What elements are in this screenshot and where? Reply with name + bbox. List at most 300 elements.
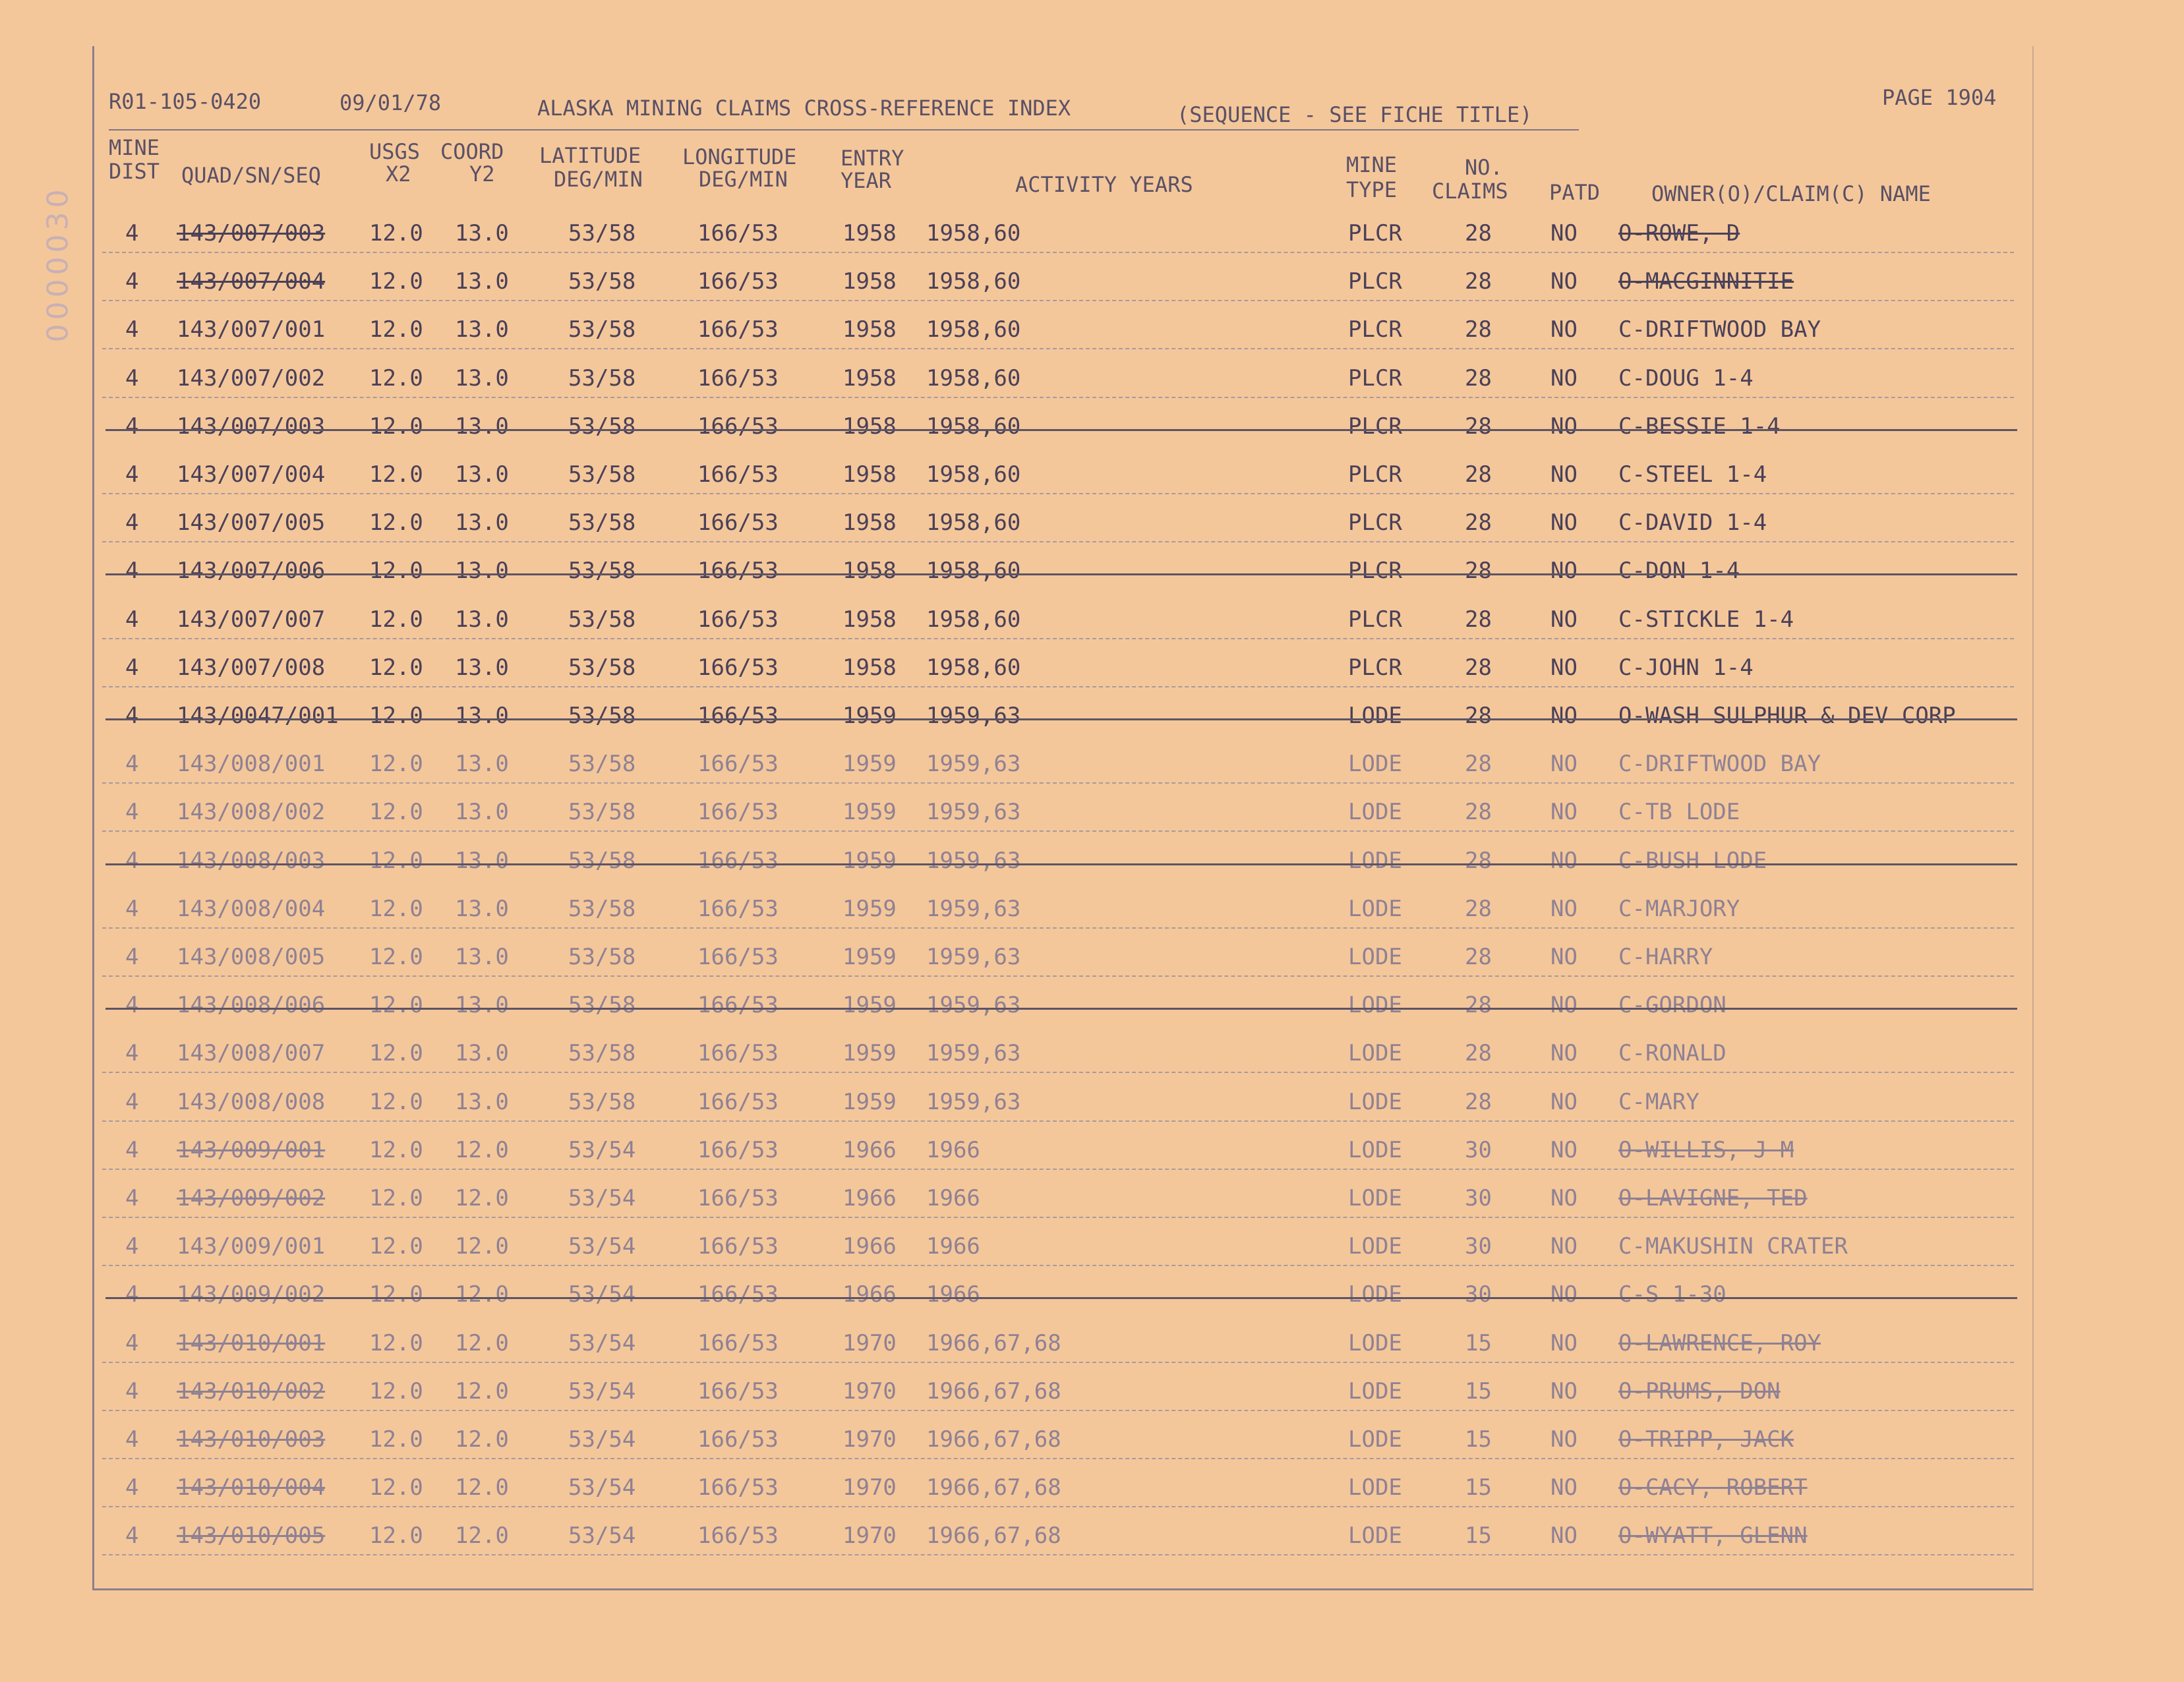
row-divider <box>102 1410 2014 1411</box>
patented: NO <box>1550 944 1578 970</box>
col-x2: X2 <box>386 161 411 187</box>
mining-district: 4 <box>125 1233 139 1260</box>
claim-count: 30 <box>1465 1137 1492 1163</box>
usgs-y2: 12.0 <box>455 1426 509 1453</box>
usgs-y2: 13.0 <box>455 220 509 246</box>
entry-year: 1958 <box>842 606 897 633</box>
table-row <box>0 403 2184 450</box>
activity-years: 1966,67,68 <box>926 1378 1061 1405</box>
patented: NO <box>1550 558 1578 584</box>
table-row <box>0 1078 2184 1126</box>
row-divider <box>102 927 2014 929</box>
mine-type: LODE <box>1348 751 1402 777</box>
activity-years: 1966 <box>926 1233 980 1260</box>
quad-sn-seq: 143/009/002 <box>177 1185 326 1211</box>
mining-district: 4 <box>125 896 139 922</box>
report-id: R01-105-0420 <box>109 89 262 114</box>
entry-year: 1970 <box>842 1330 897 1356</box>
longitude: 166/53 <box>697 1233 779 1260</box>
latitude: 53/58 <box>568 268 636 295</box>
latitude: 53/58 <box>568 799 636 825</box>
mine-type: LODE <box>1348 992 1402 1018</box>
usgs-x2: 12.0 <box>369 1233 423 1260</box>
quad-sn-seq: 143/008/002 <box>177 799 326 825</box>
col-claims: CLAIMS <box>1432 179 1508 204</box>
usgs-x2: 12.0 <box>369 751 423 777</box>
quad-sn-seq: 143/007/003 <box>177 220 326 246</box>
owner-claim-name: O-WASH SULPHUR & DEV CORP <box>1618 703 1956 729</box>
row-divider <box>102 686 2014 687</box>
col-mine-type-1: MINE <box>1346 152 1398 177</box>
mine-type: LODE <box>1348 848 1402 874</box>
owner-claim-name: O-ROWE, D <box>1618 220 1740 246</box>
mine-type: PLCR <box>1348 220 1402 246</box>
table-row <box>0 451 2184 498</box>
entry-year: 1959 <box>842 703 897 729</box>
table-row <box>0 1320 2184 1367</box>
patented: NO <box>1550 1378 1578 1405</box>
entry-year: 1958 <box>842 365 897 392</box>
mine-type: PLCR <box>1348 509 1402 536</box>
table-row <box>0 306 2184 353</box>
usgs-y2: 12.0 <box>455 1137 509 1163</box>
entry-year: 1958 <box>842 220 897 246</box>
entry-year: 1958 <box>842 509 897 536</box>
owner-claim-name: O-TRIPP, JACK <box>1618 1426 1794 1453</box>
col-activity: ACTIVITY YEARS <box>1015 172 1193 197</box>
claim-count: 15 <box>1465 1426 1492 1453</box>
col-lat-unit: DEG/MIN <box>554 167 643 192</box>
claim-count: 28 <box>1465 848 1492 874</box>
latitude: 53/58 <box>568 654 636 681</box>
longitude: 166/53 <box>697 703 779 729</box>
activity-years: 1959,63 <box>926 992 1021 1018</box>
row-divider <box>102 638 2014 639</box>
stamp-text: 0000030 <box>41 185 75 342</box>
longitude: 166/53 <box>697 461 779 488</box>
entry-year: 1959 <box>842 896 897 922</box>
claim-count: 28 <box>1465 461 1492 488</box>
row-divider <box>102 1217 2014 1218</box>
mining-district: 4 <box>125 1089 139 1115</box>
usgs-x2: 12.0 <box>369 848 423 874</box>
mine-type: LODE <box>1348 1040 1402 1066</box>
owner-claim-name: C-DOUG 1-4 <box>1618 365 1754 392</box>
owner-claim-name: C-STICKLE 1-4 <box>1618 606 1794 633</box>
activity-years: 1959,63 <box>926 848 1021 874</box>
row-divider <box>102 397 2014 398</box>
claim-count: 28 <box>1465 1040 1492 1066</box>
activity-years: 1958,60 <box>926 268 1021 295</box>
activity-years: 1958,60 <box>926 558 1021 584</box>
activity-years: 1958,60 <box>926 316 1021 343</box>
col-usgs: USGS <box>369 139 421 164</box>
mining-district: 4 <box>125 654 139 681</box>
activity-years: 1966,67,68 <box>926 1474 1061 1501</box>
col-coord: COORD <box>440 139 504 164</box>
mine-type: PLCR <box>1348 365 1402 392</box>
row-divider <box>102 1169 2014 1170</box>
row-divider <box>102 348 2014 349</box>
longitude: 166/53 <box>697 509 779 536</box>
table-row <box>0 1368 2184 1415</box>
usgs-x2: 12.0 <box>369 944 423 970</box>
row-divider <box>102 252 2014 253</box>
table-row <box>0 933 2184 981</box>
usgs-x2: 12.0 <box>369 268 423 295</box>
activity-years: 1966 <box>926 1281 980 1308</box>
usgs-y2: 12.0 <box>455 1233 509 1260</box>
quad-sn-seq: 143/008/003 <box>177 848 326 874</box>
patented: NO <box>1550 992 1578 1018</box>
latitude: 53/54 <box>568 1474 636 1501</box>
owner-claim-name: C-MARY <box>1618 1089 1699 1115</box>
row-divider <box>102 1265 2014 1266</box>
col-mine: MINE <box>109 135 160 160</box>
claim-count: 30 <box>1465 1185 1492 1211</box>
latitude: 53/58 <box>568 365 636 392</box>
mining-district: 4 <box>125 992 139 1018</box>
latitude: 53/58 <box>568 413 636 440</box>
claim-count: 28 <box>1465 751 1492 777</box>
longitude: 166/53 <box>697 992 779 1018</box>
mine-type: LODE <box>1348 1522 1402 1549</box>
entry-year: 1959 <box>842 944 897 970</box>
entry-year: 1958 <box>842 558 897 584</box>
entry-year: 1959 <box>842 799 897 825</box>
usgs-x2: 12.0 <box>369 220 423 246</box>
usgs-x2: 12.0 <box>369 896 423 922</box>
patented: NO <box>1550 606 1578 633</box>
usgs-x2: 12.0 <box>369 703 423 729</box>
claim-count: 15 <box>1465 1474 1492 1501</box>
mine-type: LODE <box>1348 1137 1402 1163</box>
mining-district: 4 <box>125 365 139 392</box>
usgs-y2: 13.0 <box>455 751 509 777</box>
entry-year: 1966 <box>842 1185 897 1211</box>
activity-years: 1966 <box>926 1137 980 1163</box>
usgs-y2: 12.0 <box>455 1522 509 1549</box>
usgs-y2: 12.0 <box>455 1378 509 1405</box>
claim-count: 30 <box>1465 1233 1492 1260</box>
entry-year: 1970 <box>842 1426 897 1453</box>
strike-through-line <box>105 429 2017 431</box>
longitude: 166/53 <box>697 268 779 295</box>
owner-claim-name: C-DAVID 1-4 <box>1618 509 1767 536</box>
patented: NO <box>1550 268 1578 295</box>
owner-claim-name: O-WYATT, GLENN <box>1618 1522 1808 1549</box>
usgs-x2: 12.0 <box>369 1089 423 1115</box>
mine-type: PLCR <box>1348 654 1402 681</box>
owner-claim-name: C-S 1-30 <box>1618 1281 1727 1308</box>
usgs-y2: 13.0 <box>455 316 509 343</box>
entry-year: 1959 <box>842 751 897 777</box>
patented: NO <box>1550 509 1578 536</box>
quad-sn-seq: 143/007/004 <box>177 268 326 295</box>
mining-district: 4 <box>125 848 139 874</box>
owner-claim-name: C-DON 1-4 <box>1618 558 1740 584</box>
longitude: 166/53 <box>697 413 779 440</box>
strike-through-line <box>105 1008 2017 1010</box>
quad-sn-seq: 143/009/001 <box>177 1233 326 1260</box>
latitude: 53/54 <box>568 1185 636 1211</box>
mining-district: 4 <box>125 509 139 536</box>
usgs-y2: 13.0 <box>455 413 509 440</box>
entry-year: 1970 <box>842 1378 897 1405</box>
col-year: YEAR <box>841 168 892 193</box>
claim-count: 28 <box>1465 268 1492 295</box>
quad-sn-seq: 143/007/004 <box>177 461 326 488</box>
longitude: 166/53 <box>697 1474 779 1501</box>
usgs-y2: 12.0 <box>455 1474 509 1501</box>
table-row <box>0 1126 2184 1174</box>
mine-type: LODE <box>1348 1233 1402 1260</box>
report-date: 09/01/78 <box>339 90 442 115</box>
strike-through-line <box>105 573 2017 575</box>
table-row <box>0 1223 2184 1270</box>
mine-type: LODE <box>1348 799 1402 825</box>
quad-sn-seq: 143/0047/001 <box>177 703 339 729</box>
entry-year: 1958 <box>842 413 897 440</box>
col-longitude: LONGITUDE <box>682 144 797 169</box>
mining-district: 4 <box>125 1330 139 1356</box>
entry-year: 1966 <box>842 1137 897 1163</box>
col-y2: Y2 <box>469 161 495 187</box>
claim-count: 15 <box>1465 1522 1492 1549</box>
entry-year: 1958 <box>842 268 897 295</box>
owner-claim-name: C-BUSH LODE <box>1618 848 1767 874</box>
longitude: 166/53 <box>697 848 779 874</box>
latitude: 53/58 <box>568 1040 636 1066</box>
patented: NO <box>1550 896 1578 922</box>
entry-year: 1958 <box>842 461 897 488</box>
page-number: PAGE 1904 <box>1882 85 1997 110</box>
col-entry: ENTRY <box>841 146 904 171</box>
activity-years: 1958,60 <box>926 365 1021 392</box>
col-dist: DIST <box>109 159 160 184</box>
activity-years: 1959,63 <box>926 944 1021 970</box>
latitude: 53/58 <box>568 1089 636 1115</box>
activity-years: 1958,60 <box>926 606 1021 633</box>
usgs-y2: 13.0 <box>455 365 509 392</box>
patented: NO <box>1550 1233 1578 1260</box>
quad-sn-seq: 143/008/005 <box>177 944 326 970</box>
activity-years: 1959,63 <box>926 751 1021 777</box>
claim-count: 28 <box>1465 220 1492 246</box>
activity-years: 1958,60 <box>926 509 1021 536</box>
mining-district: 4 <box>125 1522 139 1549</box>
latitude: 53/54 <box>568 1378 636 1405</box>
owner-claim-name: C-DRIFTWOOD BAY <box>1618 751 1821 777</box>
activity-years: 1966 <box>926 1185 980 1211</box>
owner-claim-name: C-TB LODE <box>1618 799 1740 825</box>
col-lon-unit: DEG/MIN <box>699 167 788 192</box>
activity-years: 1959,63 <box>926 703 1021 729</box>
activity-years: 1966,67,68 <box>926 1330 1061 1356</box>
quad-sn-seq: 143/010/001 <box>177 1330 326 1356</box>
report-title: ALASKA MINING CLAIMS CROSS-REFERENCE INDEX <box>537 96 1071 121</box>
report-sequence: (SEQUENCE - SEE FICHE TITLE) <box>1177 102 1533 127</box>
claim-count: 28 <box>1465 703 1492 729</box>
mining-district: 4 <box>125 703 139 729</box>
table-row <box>0 692 2184 740</box>
usgs-x2: 12.0 <box>369 654 423 681</box>
claim-count: 28 <box>1465 944 1492 970</box>
usgs-x2: 12.0 <box>369 1474 423 1501</box>
usgs-x2: 12.0 <box>369 509 423 536</box>
claim-count: 28 <box>1465 1089 1492 1115</box>
table-row <box>0 355 2184 402</box>
activity-years: 1958,60 <box>926 220 1021 246</box>
quad-sn-seq: 143/008/004 <box>177 896 326 922</box>
table-row <box>0 1512 2184 1559</box>
mine-type: LODE <box>1348 1281 1402 1308</box>
quad-sn-seq: 143/007/006 <box>177 558 326 584</box>
claim-count: 28 <box>1465 365 1492 392</box>
table-row <box>0 1416 2184 1463</box>
owner-claim-name: C-MAKUSHIN CRATER <box>1618 1233 1848 1260</box>
patented: NO <box>1550 413 1578 440</box>
patented: NO <box>1550 1089 1578 1115</box>
row-divider <box>102 1362 2014 1363</box>
longitude: 166/53 <box>697 654 779 681</box>
usgs-y2: 13.0 <box>455 992 509 1018</box>
owner-claim-name: O-WILLIS, J M <box>1618 1137 1794 1163</box>
latitude: 53/54 <box>568 1137 636 1163</box>
usgs-x2: 12.0 <box>369 992 423 1018</box>
quad-sn-seq: 143/007/002 <box>177 365 326 392</box>
latitude: 53/54 <box>568 1330 636 1356</box>
col-owner: OWNER(O)/CLAIM(C) NAME <box>1651 181 1931 206</box>
latitude: 53/58 <box>568 509 636 536</box>
quad-sn-seq: 143/008/007 <box>177 1040 326 1066</box>
usgs-y2: 13.0 <box>455 944 509 970</box>
quad-sn-seq: 143/010/005 <box>177 1522 326 1549</box>
mine-type: LODE <box>1348 1330 1402 1356</box>
patented: NO <box>1550 1474 1578 1501</box>
longitude: 166/53 <box>697 1281 779 1308</box>
usgs-y2: 13.0 <box>455 606 509 633</box>
patented: NO <box>1550 1281 1578 1308</box>
owner-claim-name: C-RONALD <box>1618 1040 1727 1066</box>
mining-district: 4 <box>125 1040 139 1066</box>
mine-type: LODE <box>1348 1089 1402 1115</box>
activity-years: 1966,67,68 <box>926 1522 1061 1549</box>
owner-claim-name: C-DRIFTWOOD BAY <box>1618 316 1821 343</box>
longitude: 166/53 <box>697 316 779 343</box>
claim-count: 28 <box>1465 992 1492 1018</box>
longitude: 166/53 <box>697 220 779 246</box>
mine-type: LODE <box>1348 1378 1402 1405</box>
patented: NO <box>1550 751 1578 777</box>
activity-years: 1959,63 <box>926 1040 1021 1066</box>
quad-sn-seq: 143/007/005 <box>177 509 326 536</box>
mine-type: LODE <box>1348 896 1402 922</box>
latitude: 53/58 <box>568 896 636 922</box>
longitude: 166/53 <box>697 1522 779 1549</box>
latitude: 53/58 <box>568 751 636 777</box>
owner-claim-name: C-HARRY <box>1618 944 1713 970</box>
usgs-x2: 12.0 <box>369 1137 423 1163</box>
usgs-y2: 13.0 <box>455 1089 509 1115</box>
longitude: 166/53 <box>697 1185 779 1211</box>
quad-sn-seq: 143/010/004 <box>177 1474 326 1501</box>
patented: NO <box>1550 316 1578 343</box>
row-divider <box>102 1072 2014 1073</box>
mine-type: PLCR <box>1348 606 1402 633</box>
usgs-x2: 12.0 <box>369 1426 423 1453</box>
mining-district: 4 <box>125 413 139 440</box>
usgs-y2: 13.0 <box>455 848 509 874</box>
activity-years: 1959,63 <box>926 799 1021 825</box>
usgs-x2: 12.0 <box>369 799 423 825</box>
owner-claim-name: C-JOHN 1-4 <box>1618 654 1754 681</box>
row-divider <box>102 1458 2014 1459</box>
entry-year: 1966 <box>842 1233 897 1260</box>
row-divider <box>102 830 2014 832</box>
usgs-y2: 13.0 <box>455 799 509 825</box>
col-patd: PATD <box>1549 180 1601 205</box>
mining-district: 4 <box>125 558 139 584</box>
owner-claim-name: O-LAVIGNE, TED <box>1618 1185 1808 1211</box>
table-row <box>0 1464 2184 1511</box>
usgs-x2: 12.0 <box>369 1040 423 1066</box>
usgs-x2: 12.0 <box>369 413 423 440</box>
patented: NO <box>1550 1137 1578 1163</box>
col-latitude: LATITUDE <box>539 143 641 168</box>
usgs-x2: 12.0 <box>369 461 423 488</box>
mining-district: 4 <box>125 1474 139 1501</box>
usgs-y2: 13.0 <box>455 509 509 536</box>
patented: NO <box>1550 461 1578 488</box>
activity-years: 1959,63 <box>926 1089 1021 1115</box>
title-underline <box>109 129 1579 130</box>
mining-district: 4 <box>125 799 139 825</box>
col-no: NO. <box>1465 155 1503 180</box>
table-row <box>0 788 2184 836</box>
quad-sn-seq: 143/008/006 <box>177 992 326 1018</box>
row-divider <box>102 975 2014 977</box>
usgs-y2: 13.0 <box>455 268 509 295</box>
longitude: 166/53 <box>697 1089 779 1115</box>
longitude: 166/53 <box>697 751 779 777</box>
quad-sn-seq: 143/009/001 <box>177 1137 326 1163</box>
owner-claim-name: C-BESSIE 1-4 <box>1618 413 1781 440</box>
patented: NO <box>1550 365 1578 392</box>
usgs-y2: 13.0 <box>455 703 509 729</box>
longitude: 166/53 <box>697 896 779 922</box>
mining-district: 4 <box>125 606 139 633</box>
usgs-x2: 12.0 <box>369 558 423 584</box>
owner-claim-name: C-MARJORY <box>1618 896 1740 922</box>
usgs-x2: 12.0 <box>369 365 423 392</box>
quad-sn-seq: 143/007/007 <box>177 606 326 633</box>
mine-type: LODE <box>1348 1474 1402 1501</box>
owner-claim-name: O-LAWRENCE, ROY <box>1618 1330 1821 1356</box>
mining-district: 4 <box>125 1378 139 1405</box>
activity-years: 1958,60 <box>926 413 1021 440</box>
latitude: 53/54 <box>568 1233 636 1260</box>
usgs-x2: 12.0 <box>369 1330 423 1356</box>
table-row <box>0 644 2184 691</box>
longitude: 166/53 <box>697 1378 779 1405</box>
owner-claim-name: O-CACY, ROBERT <box>1618 1474 1808 1501</box>
usgs-x2: 12.0 <box>369 1185 423 1211</box>
quad-sn-seq: 143/010/002 <box>177 1378 326 1405</box>
longitude: 166/53 <box>697 365 779 392</box>
usgs-y2: 13.0 <box>455 558 509 584</box>
entry-year: 1959 <box>842 992 897 1018</box>
